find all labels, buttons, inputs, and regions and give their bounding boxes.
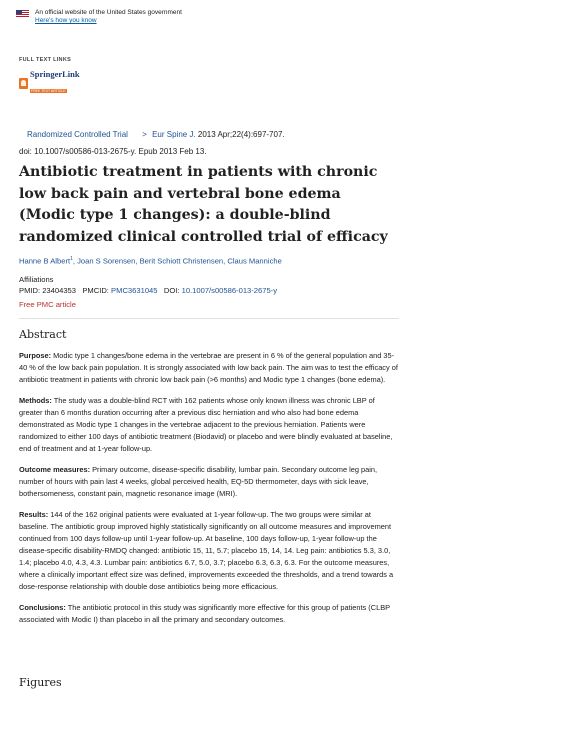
pmcid-label: PMCID: bbox=[82, 286, 109, 295]
pmid: PMID: 23404353 bbox=[19, 286, 76, 295]
doi-epub-line: doi: 10.1007/s00586-013-2675-y. Epub 2013 Feb 13. bbox=[19, 147, 207, 156]
article-title: Antibiotic treatment in patients with chronic low back pain and vertebral bone edema (Modic type 1 changes): a double-blind randomized clinical controlled trial of efficacy bbox=[19, 164, 388, 245]
abstract-heading: Abstract bbox=[19, 328, 67, 341]
section-text: Primary outcome, disease-specific disability, lumbar pain. Secondary outcome leg pain, number of hours with pain last 4 weeks, global perceived health, EQ-5D thermometer, days with sick leave, bothersomeness, constant pain, magnetic resonance image (MRI). bbox=[19, 465, 378, 498]
section-text: 144 of the 162 original patients were evaluated at 1-year follow-up. The two groups were similar at baseline. The antibiotic group improved highly statistically significantly on all outcome measures and improvement continued from 100 days follow-up until 1-year follow-up. At baseline, 100 days follow-up, 1-year follow-up the disease-specific disability-RMDQ changed: antibiotic 15, 11, 5.7; placebo 15, 14, 14. Leg pain: antibiotics 5.3, 3.0, 1.4; placebo 4.0, 4.3, 4.3. Lumbar pain: antibiotics 6.7, 5.0, 3.7; placebo 6.3, 6.3, 6.3. For the outcome measures, where a clinically important effect size was defined, improvements exceeded the thresholds, and a trend towards a dose-response relationship with double dose antibiotics being more efficacious. bbox=[19, 510, 394, 591]
abstract-purpose bbox=[19, 350, 399, 386]
author-link[interactable]: Hanne B Albert bbox=[19, 256, 71, 266]
author-list bbox=[19, 256, 282, 266]
abstract-methods bbox=[19, 395, 399, 455]
springerlink-button[interactable] bbox=[19, 70, 80, 97]
citation-details: 2013 Apr;22(4):697-707. bbox=[197, 130, 285, 139]
section-label: Methods: bbox=[19, 396, 52, 405]
abstract-results bbox=[19, 509, 399, 593]
author-affiliation-sup[interactable]: 1 bbox=[70, 256, 73, 262]
section-text: The antibiotic protocol in this study was significantly more effective for this group of patients (CLBP associated with Modic I) than placebo in all the primary and secondary outcomes. bbox=[19, 603, 390, 624]
gov-banner-text: An official website of the United States government bbox=[35, 9, 182, 16]
springer-logo-icon bbox=[19, 78, 28, 89]
abstract-body bbox=[19, 350, 399, 635]
section-label: Conclusions: bbox=[19, 603, 66, 612]
journal-link[interactable]: Eur Spine J. bbox=[152, 130, 196, 139]
section-text: Modic type 1 changes/bone edema in the vertebrae are present in 6 % of the general population and 35-40 % of the low back pain population. It is strongly associated with low back pain. The aim was to test the efficacy of antibiotic treatment in patients with chronic low back pain (>6 months) and Modic type 1 changes (bone edema). bbox=[19, 351, 398, 384]
abstract-conclusions bbox=[19, 602, 399, 626]
section-label: Results: bbox=[19, 510, 49, 519]
gov-banner bbox=[16, 9, 182, 25]
doi-label: DOI: bbox=[163, 286, 180, 295]
section-label: Purpose: bbox=[19, 351, 52, 360]
doi-link[interactable]: 10.1007/s00586-013-2675-y bbox=[181, 286, 278, 295]
figures-heading: Figures bbox=[19, 676, 62, 689]
citation-line bbox=[27, 130, 285, 139]
affiliations-toggle[interactable]: Affiliations bbox=[19, 275, 54, 284]
pmcid-link[interactable]: PMC3631045 bbox=[111, 286, 158, 295]
section-text: The study was a double-blind RCT with 162 patients whose only known illness was chronic LBP of greater than 6 months duration occurring after a previous disc herniation and who also had bone edema demonstrated as Modic type 1 changes in the vertebrae adjacent to the previous herniation. Patients were randomized to either 100 days of antibiotic treatment (Biodavid) or placebo and were blindly evaluated at baseline, end of treatment and at 1-year follow-up. bbox=[19, 396, 393, 453]
author-links-rest[interactable]: , Joan S Sorensen, Berit Schiott Christensen, Claus Manniche bbox=[72, 256, 282, 266]
gov-banner-link[interactable]: Here's how you know bbox=[35, 17, 97, 24]
chevron-right-icon: > bbox=[142, 130, 147, 139]
us-flag-icon bbox=[16, 10, 29, 18]
free-pmc-badge: Free PMC article bbox=[19, 300, 76, 309]
article-type-link[interactable]: Randomized Controlled Trial bbox=[27, 130, 128, 139]
full-text-links-heading: FULL TEXT LINKS bbox=[19, 57, 72, 63]
springer-sub-label: FREE TEXT ARTICLE bbox=[31, 89, 66, 93]
section-label: Outcome measures: bbox=[19, 465, 91, 474]
section-divider bbox=[19, 318, 399, 319]
springer-name: SpringerLink bbox=[30, 69, 80, 79]
identifiers-line bbox=[19, 286, 277, 295]
abstract-outcome-measures bbox=[19, 464, 399, 500]
